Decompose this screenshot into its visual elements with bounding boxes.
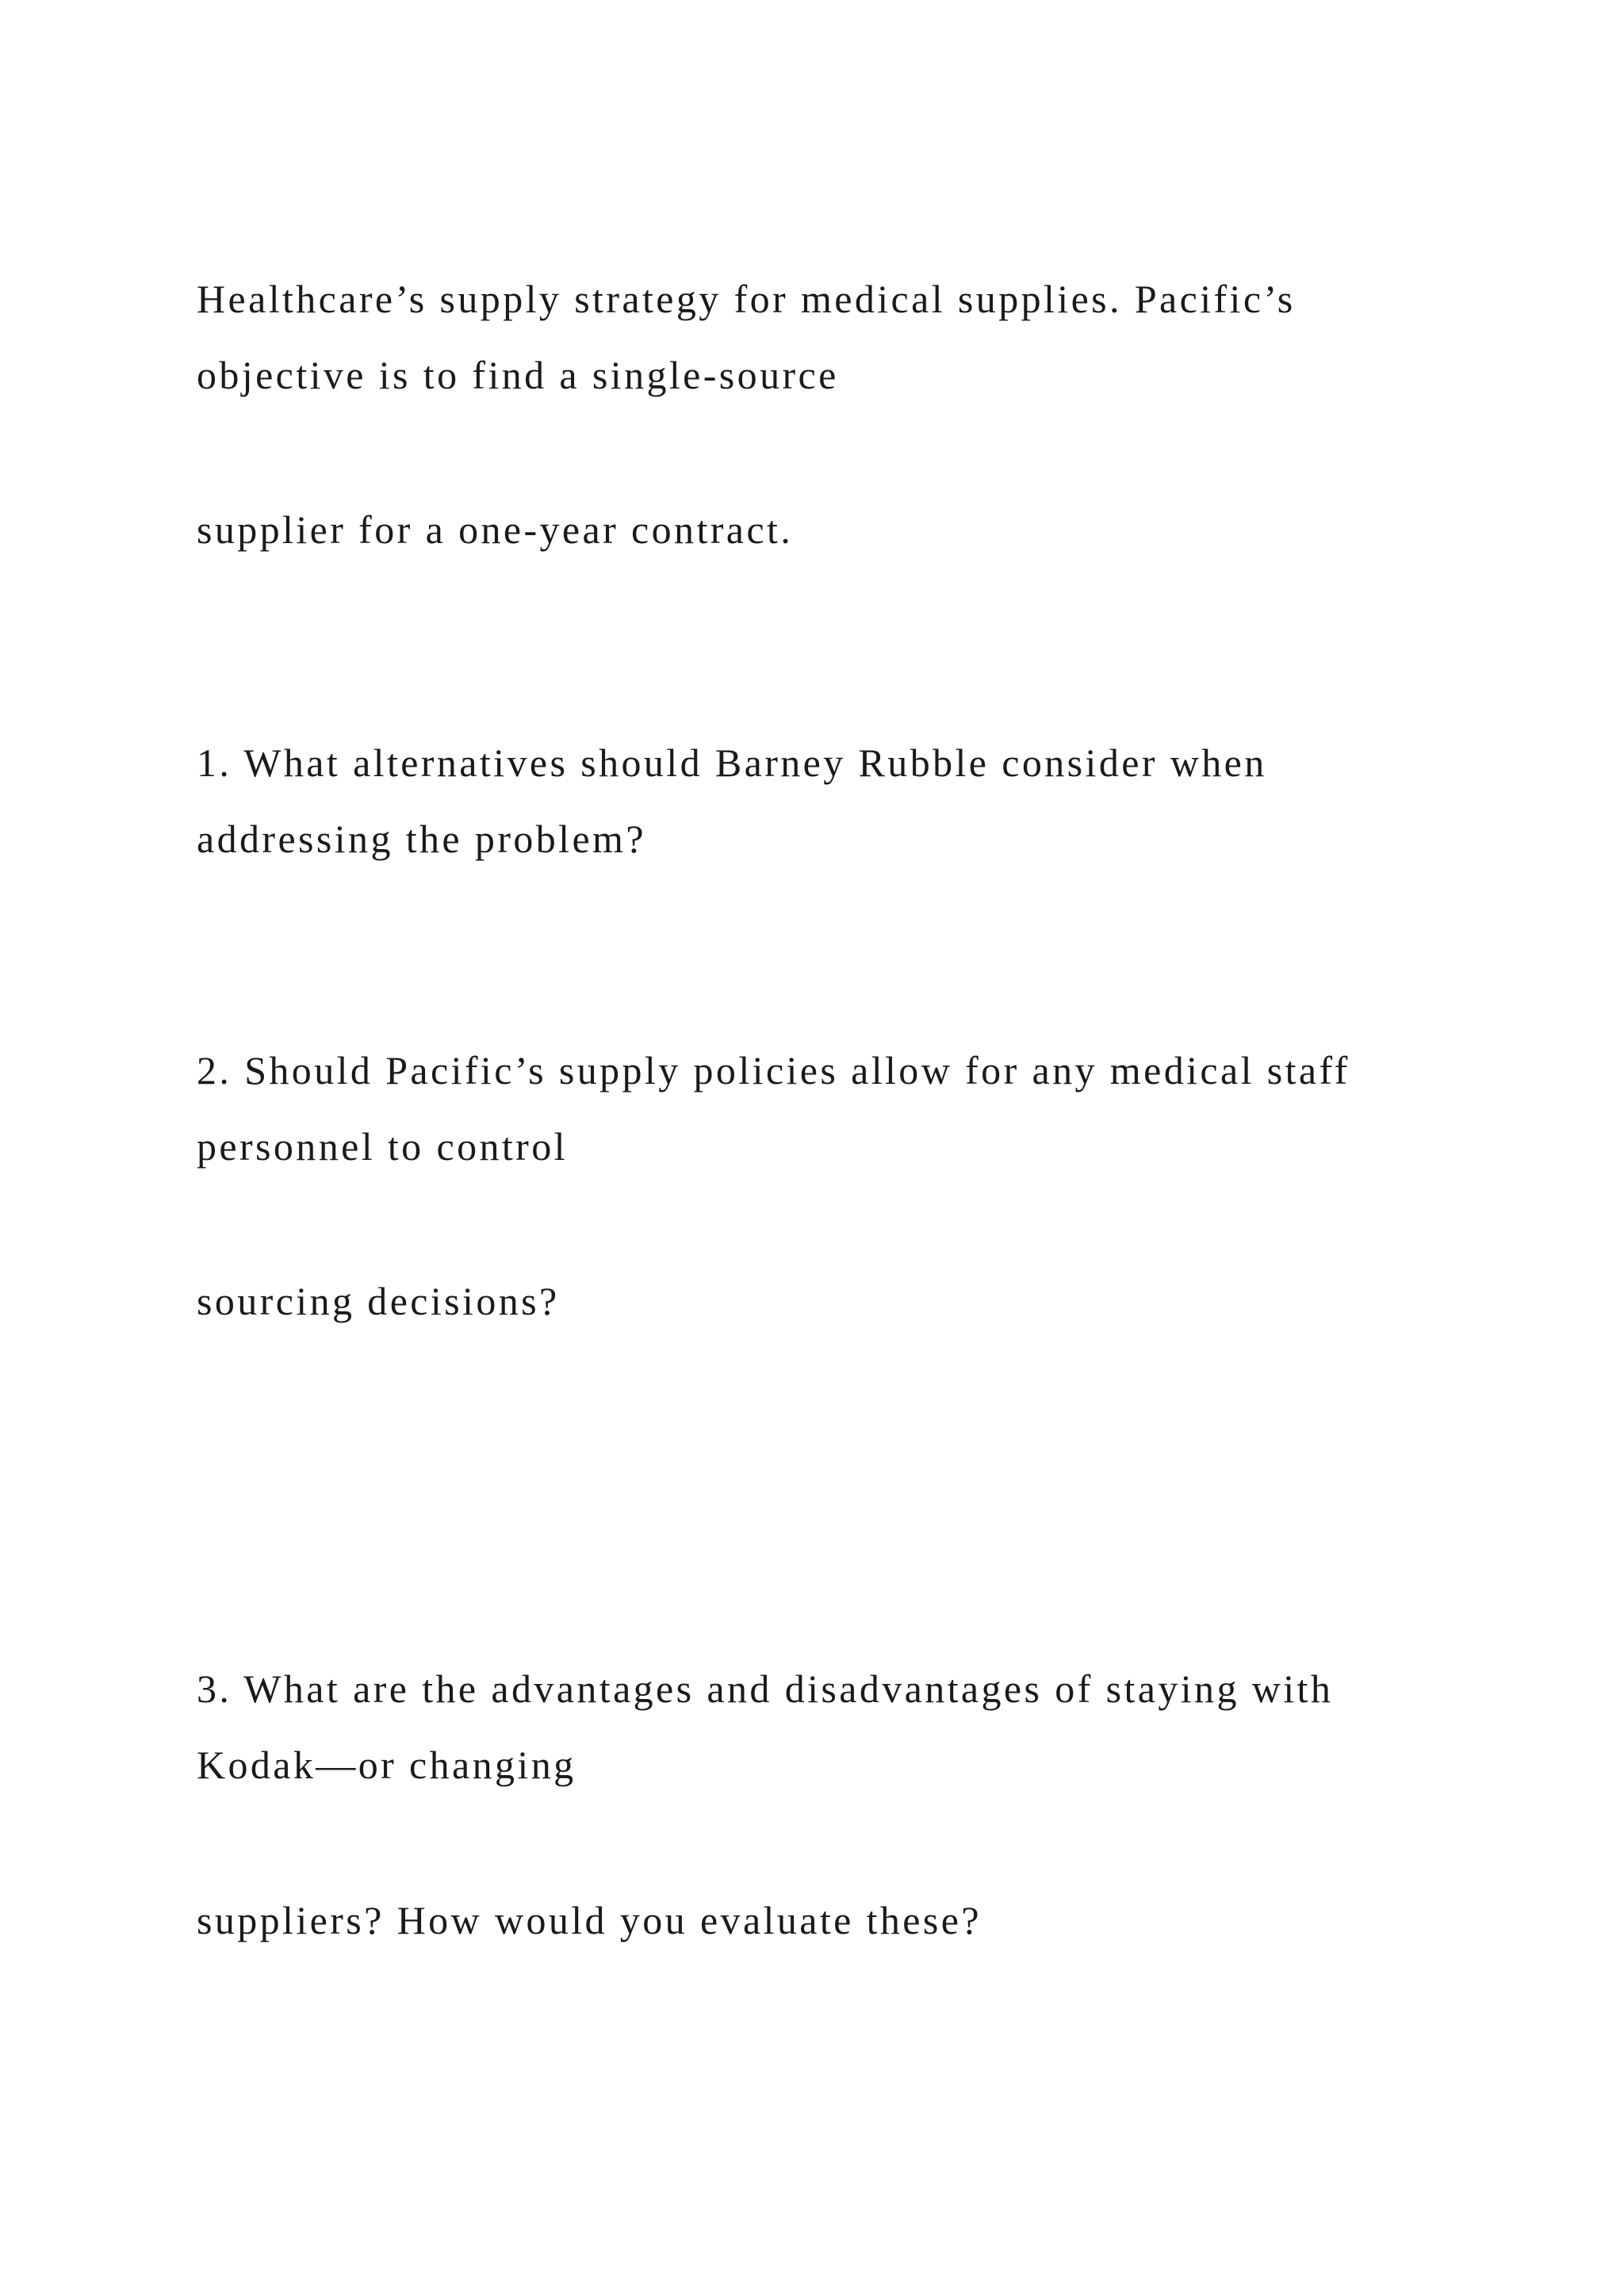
question-3-line-3: suppliers? How would you evaluate these?	[197, 1898, 982, 1942]
question-3-line-2: Kodak—or changing	[197, 1743, 576, 1787]
paragraph-intro-line-3: supplier for a one-year contract.	[197, 507, 794, 552]
question-3-line-1: 3. What are the advantages and disadvantages of staying with	[197, 1667, 1334, 1711]
question-1-line-1: 1. What alternatives should Barney Rubble consider when	[197, 740, 1267, 785]
question-2-line-3: sourcing decisions?	[197, 1279, 560, 1323]
paragraph-intro-line-2: objective is to find a single-source	[197, 353, 839, 397]
question-1-line-2: addressing the problem?	[197, 817, 646, 861]
paragraph-intro-line-1: Healthcare’s supply strategy for medical supplies. Pacific’s	[197, 277, 1296, 321]
question-2-line-1: 2. Should Pacific’s supply policies allow for any medical staff	[197, 1048, 1350, 1093]
question-2-line-2: personnel to control	[197, 1124, 568, 1169]
